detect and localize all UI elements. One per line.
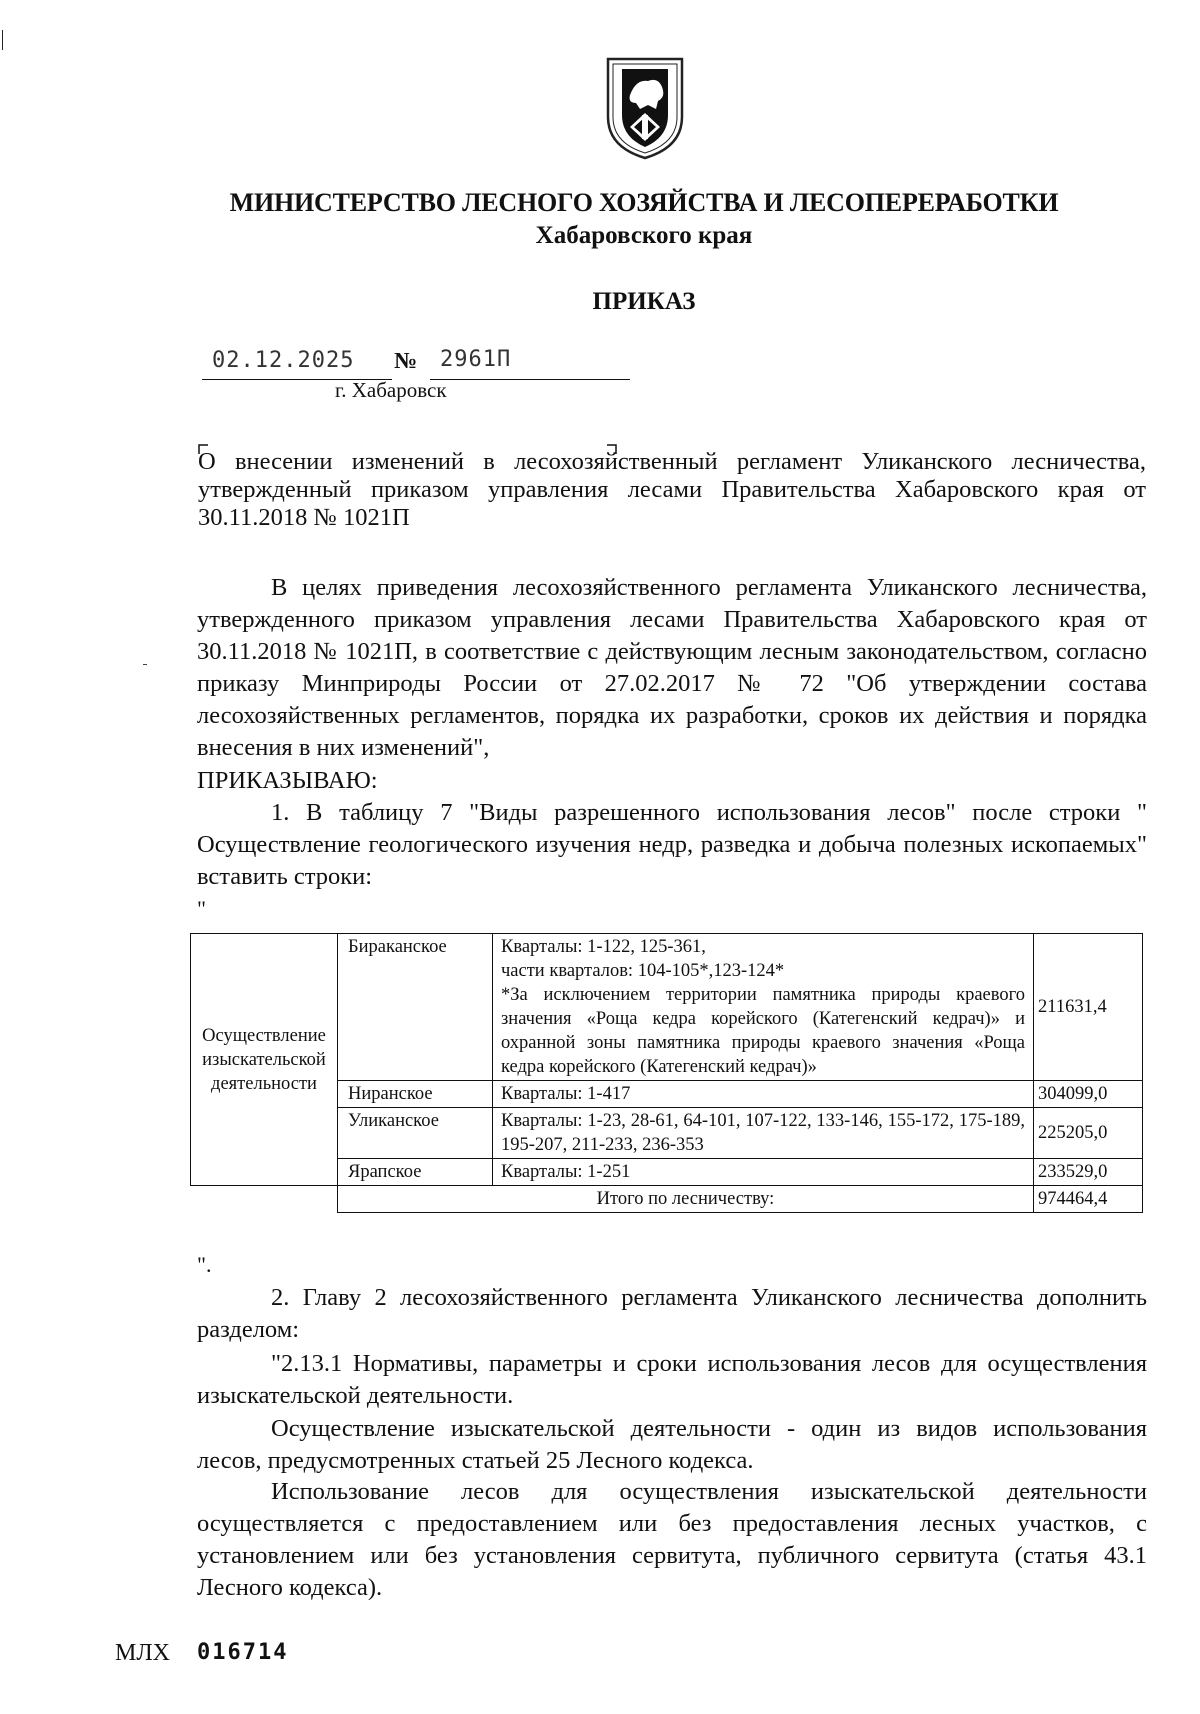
city: г. Хабаровск [335, 378, 447, 402]
area-cell: 233529,0 [1034, 1159, 1143, 1186]
number-sign: № [394, 348, 418, 373]
item-2: 2. Главу 2 лесохозяйственного регламента Уликанского лесничества дополнить разделом: [197, 1284, 1147, 1343]
ministry-title: МИНИСТЕРСТВО ЛЕСНОГО ХОЗЯЙСТВА И ЛЕСОПЕРЕРАБОТКИ [229, 188, 1059, 217]
area-cell: 211631,4 [1034, 934, 1143, 1081]
order-title: ПРИКАЗ [592, 288, 696, 315]
table-total-row [191, 1186, 1143, 1213]
preamble: В целях приведения лесохозяйственного регламента Уликанского лесничества, утвержденного приказом управления лесами Правительства Хабаровского края от 30.11.2018 № 1021П, в соответствие с действующим лесным законодательством, согласно приказу Минприроды России от 27.02.2017 № 72 "Об утверждении состава лесохозяйственных регламентов, порядка их разработки, сроков их действия и порядка внесения в них изменений", [197, 574, 1147, 761]
forest-use-table [190, 933, 1143, 1213]
forestry-cell: Бираканское [338, 934, 493, 1081]
scan-edge-mark [2, 30, 3, 50]
quote-close: ". [197, 1252, 212, 1277]
quarters-cell: Кварталы: 1-122, 125-361, части кварталов: 104-105*,123-124* *За исключением территории памятника природы краевого значения «Роща кедра корейского (Категенский кедрач)» и охранной зоны памятника природы краевого значения «Роща кедра корейского (Категенский кедрач)» [493, 934, 1034, 1081]
order-word: ПРИКАЗЫВАЮ: [197, 767, 378, 794]
forestry-cell: Ярапское [338, 1159, 493, 1186]
form-serial-number: 016714 [197, 1640, 289, 1665]
area-cell: 304099,0 [1034, 1081, 1143, 1108]
section-title: "2.13.1 Нормативы, параметры и сроки использования лесов для осуществления изыскательской деятельности. [197, 1350, 1147, 1409]
total-label: Итого по лесничеству: [338, 1186, 1034, 1213]
scan-dash-mark [143, 664, 147, 665]
region-title: Хабаровского края [535, 222, 753, 249]
order-number: 2961П [440, 347, 512, 372]
coat-of-arms-icon [600, 55, 690, 161]
number-underline [430, 379, 630, 380]
table-row [191, 934, 1143, 1081]
quarters-cell: Кварталы: 1-417 [493, 1081, 1034, 1108]
paragraph-2: Использование лесов для осуществления изыскательской деятельности осуществляется с предоставлением или без предоставления лесных участков, с установлением или без установления сервитута, публичного сервитута (статья 43.1 Лесного кодекса). [197, 1478, 1147, 1601]
form-series: МЛХ [115, 1640, 170, 1666]
quarters-cell: Кварталы: 1-23, 28-61, 64-101, 107-122, 133-146, 155-172, 175-189, 195-207, 211-233, 236-353 [493, 1108, 1034, 1159]
forestry-cell: Ниранское [338, 1081, 493, 1108]
quote-open: " [197, 896, 206, 921]
forestry-cell: Уликанское [338, 1108, 493, 1159]
item-1: 1. В таблицу 7 "Виды разрешенного использования лесов" после строки " Осуществление геологического изучения недр, разведка и добыча полезных ископаемых" вставить строки: [197, 799, 1147, 890]
order-date: 02.12.2025 [212, 348, 355, 373]
total-area: 974464,4 [1034, 1186, 1143, 1213]
paragraph-1: Осуществление изыскательской деятельности - один из видов использования лесов, предусмотренных статьей 25 Лесного кодекса. [197, 1415, 1147, 1474]
area-cell: 225205,0 [1034, 1108, 1143, 1159]
activity-cell: Осуществление изыскательской деятельности [191, 934, 338, 1186]
quarters-cell: Кварталы: 1-251 [493, 1159, 1034, 1186]
order-subject: О внесении изменений в лесохозяйственный регламент Уликанского лесничества, утвержденный приказом управления лесами Правительства Хабаровского края от 30.11.2018 № 1021П [198, 448, 1146, 531]
